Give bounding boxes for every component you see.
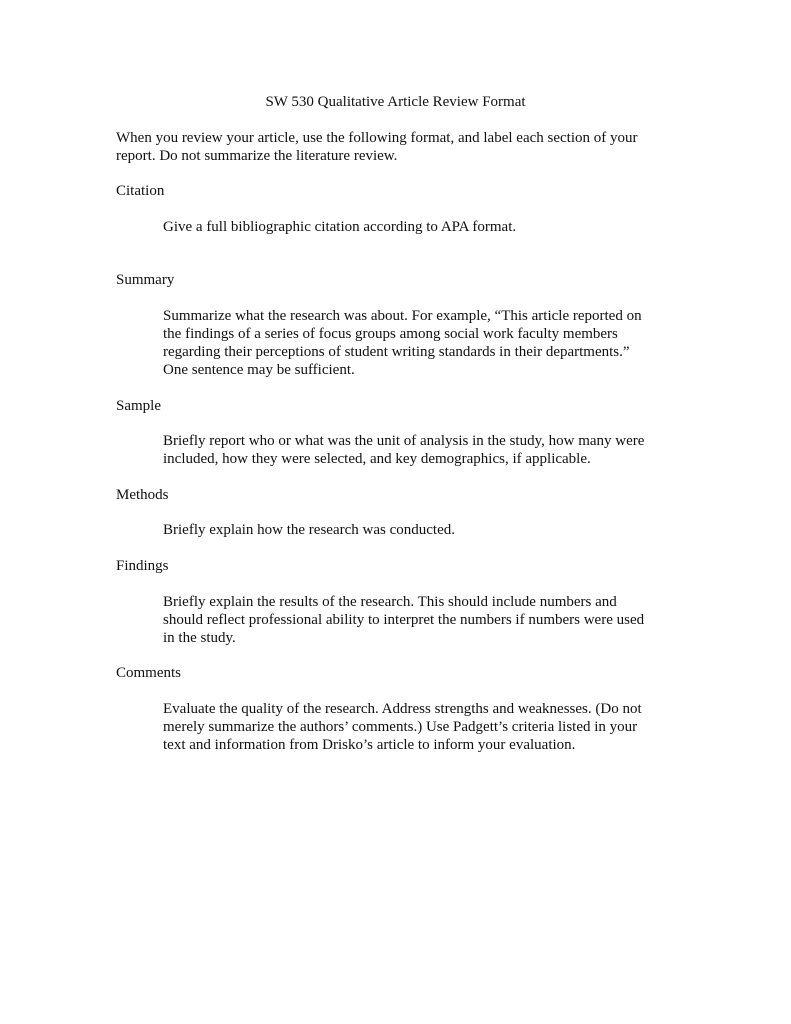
body-line: text and information from Drisko’s article to inform your evaluation. (163, 737, 576, 753)
section-body-sample (163, 432, 683, 468)
section-body-findings (163, 593, 683, 647)
section-body-citation (163, 218, 683, 236)
body-line: Give a full bibliographic citation according to APA format. (163, 219, 517, 235)
intro-paragraph (116, 129, 676, 165)
body-line: included, how they were selected, and key demographics, if applicable. (163, 451, 591, 467)
body-line: Briefly explain the results of the research. This should include numbers and (163, 594, 617, 610)
section-heading-citation: Citation (116, 183, 165, 199)
section-heading-comments: Comments (116, 665, 182, 681)
body-line: in the study. (163, 630, 236, 646)
body-line: Briefly report who or what was the unit of analysis in the study, how many were (163, 433, 645, 449)
section-body-summary (163, 307, 683, 379)
section-body-methods (163, 521, 683, 539)
body-line: should reflect professional ability to interpret the numbers if numbers were used (163, 612, 645, 628)
section-body-comments (163, 700, 683, 754)
body-line: Briefly explain how the research was conducted. (163, 522, 455, 538)
body-line: regarding their perceptions of student writing standards in their departments.” (163, 344, 630, 360)
section-heading-summary: Summary (116, 272, 175, 288)
section-heading-findings: Findings (116, 558, 169, 574)
section-heading-sample: Sample (116, 398, 161, 414)
intro-line: report. Do not summarize the literature review. (116, 148, 398, 164)
body-line: the findings of a series of focus groups among social work faculty members (163, 326, 618, 342)
intro-line: When you review your article, use the following format, and label each section of your (116, 130, 638, 146)
body-line: Evaluate the quality of the research. Address strengths and weaknesses. (Do not (163, 701, 642, 717)
section-heading-methods: Methods (116, 487, 169, 503)
document-title: SW 530 Qualitative Article Review Format (265, 94, 526, 110)
body-line: One sentence may be sufficient. (163, 362, 355, 378)
body-line: merely summarize the authors’ comments.) Use Padgett’s criteria listed in your (163, 719, 638, 735)
body-line: Summarize what the research was about. For example, “This article reported on (163, 308, 642, 324)
